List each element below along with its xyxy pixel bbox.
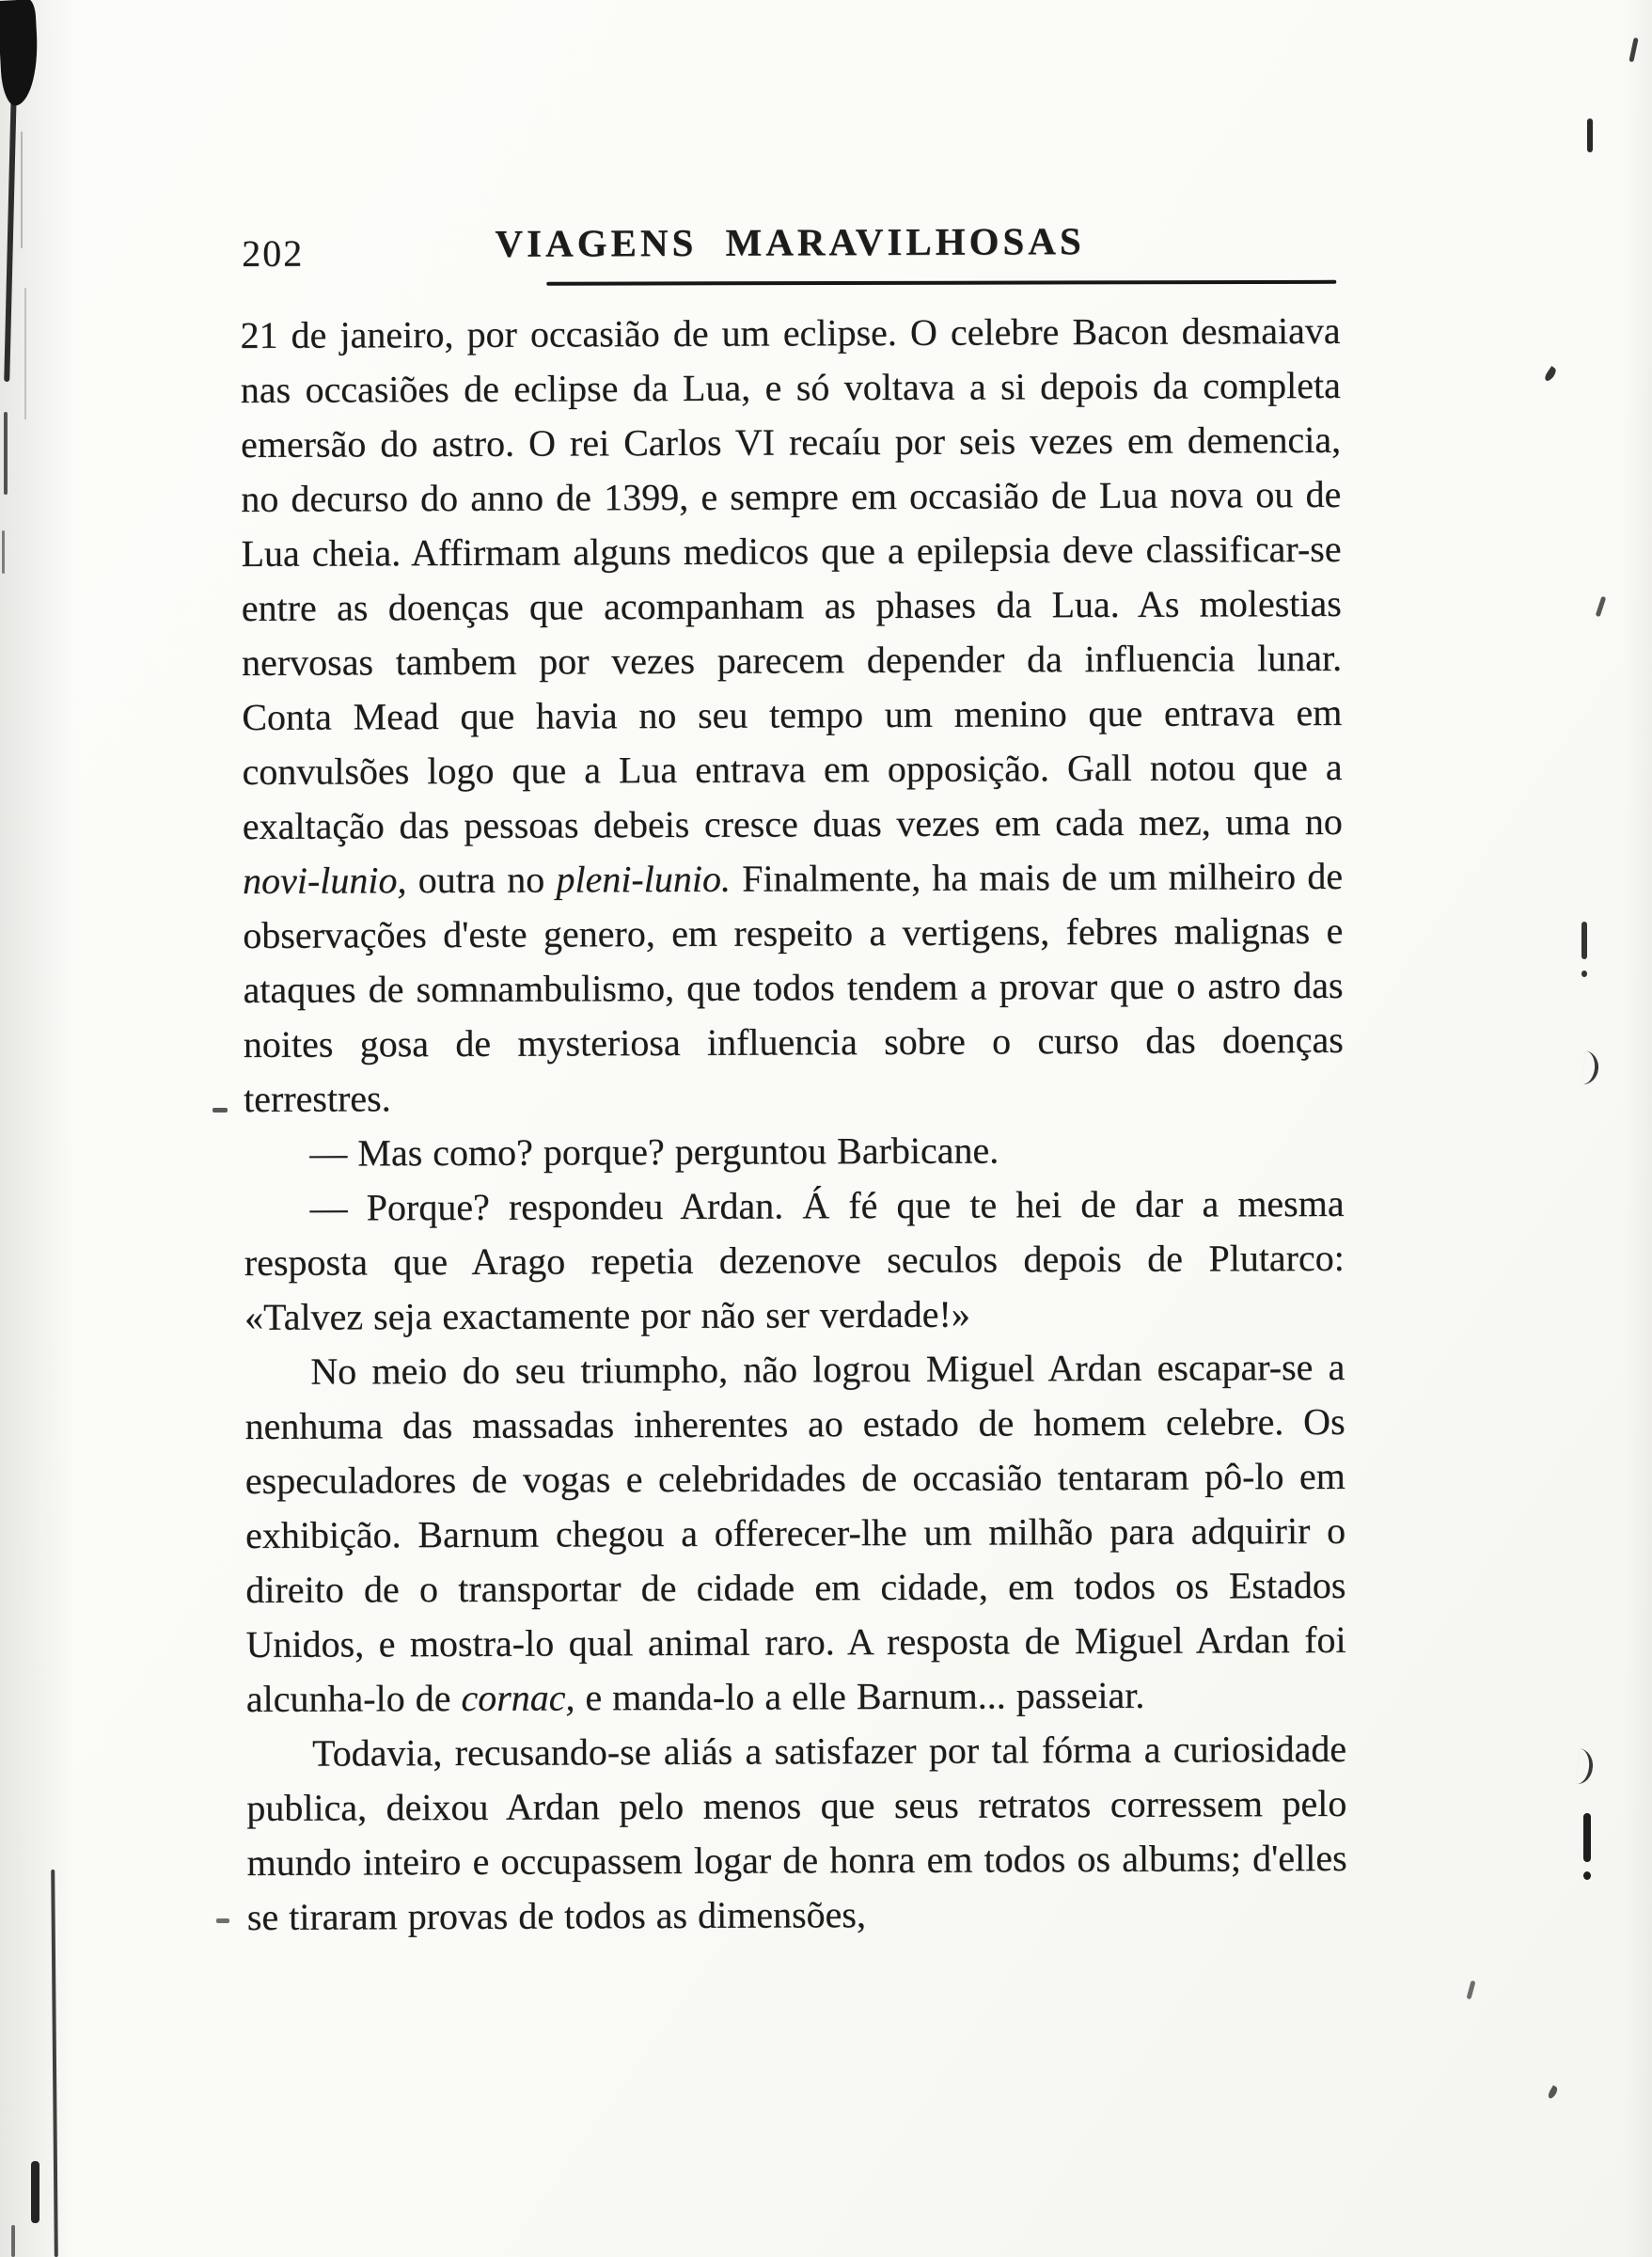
page-content (240, 217, 1347, 1945)
ink-speck (1583, 1871, 1591, 1880)
binding-mark (11, 2225, 15, 2257)
binding-shadow (0, 0, 75, 2257)
binding-mark (4, 90, 17, 382)
paragraph (244, 1340, 1346, 1727)
binding-mark (51, 1870, 58, 2257)
running-header (240, 217, 1340, 308)
ink-speck (1547, 2085, 1559, 2100)
header-rule (546, 280, 1336, 286)
ink-speck (1587, 118, 1593, 152)
text-segment: outra no (406, 858, 557, 902)
paragraph (244, 1176, 1345, 1345)
text-segment: 21 de janeiro, por occasião de um eclipse. O celebre Bacon desmaiava nas occasiões de eclipse da Lua, e só voltava a si depois da completa emersão do astro. O rei Carlos VI recaíu por seis vezes em demencia, no decurso do anno de 1399, e sempre em occasião de Lua nova ou de Lua cheia. Affirmam alguns medicos que a epilepsia deve classificar-se entre as doenças que acompanham as phases da Lua. As molestias nervosas tambem por vezes parecem depender da influencia lunar. Conta Mead que havia no seu tempo um menino que entrava em convulsões logo que a Lua entrava em opposição. Gall notou que a exaltação das pessoas debeis cresce duas vezes em cada mez, uma no (240, 308, 1343, 847)
ink-speck (1581, 1050, 1600, 1085)
binding-mark (2, 530, 5, 574)
ink-speck (1628, 38, 1638, 62)
text-segment: Finalmente, ha mais de um milheiro de observações d'este genero, em respeito a vertigens, febres malignas e ataques de somnambulismo, que todos tendem a provar que o astro das noites gosa de mysteriosa influencia sobre o curso das doenças terrestres. (243, 854, 1344, 1120)
paragraph (240, 304, 1344, 1127)
ink-speck (1543, 366, 1558, 383)
page-text (240, 304, 1347, 1945)
ink-speck (1581, 922, 1587, 959)
ink-speck (1466, 1981, 1475, 2000)
ink-speck (1576, 1748, 1595, 1785)
paragraph (246, 1722, 1347, 1945)
italic-text: pleni-lunio. (556, 857, 732, 901)
binding-mark (24, 288, 26, 419)
ink-speck (1581, 971, 1587, 977)
binding-mark (21, 132, 23, 248)
text-segment: Todavia, recusando-se aliás a satisfazer por tal fórma a curiosidade publica, deixou Ardan pelo menos que seus retratos corressem pelo mundo inteiro e occupassem logar de honra em todos os albums; d'elles se tiraram provas de todos as dimensões, (246, 1727, 1347, 1938)
ink-speck (1583, 1813, 1591, 1862)
page-number: 202 (242, 231, 305, 275)
page-edge-shade (1624, 0, 1652, 2257)
ink-speck (1596, 596, 1607, 617)
text-segment: — Porque? respondeu Ardan. Á fé que te hei de dar a mesma resposta que Arago repetia dezenove seculos depois de Plutarco: «Talvez seja exactamente por não ser verdade!» (244, 1181, 1345, 1338)
paragraph (244, 1122, 1344, 1181)
text-segment: No meio do seu triumpho, não logrou Miguel Ardan escapar-se a nenhuma das massadas inherentes ao estado de homem celebre. Os especuladores de vogas e celebridades de occasião tentaram pô-lo em exhibição. Barnum chegou a offerecer-lhe um milhão para adquirir o direito de o transportar de cidade em cidade, em todos os Estados Unidos, e mostra-lo qual animal raro. A resposta de Miguel Ardan foi alcunha-lo de (244, 1345, 1346, 1720)
margin-dash (212, 1108, 228, 1113)
running-header-title: VIAGENS MARAVILHOSAS (495, 219, 1085, 265)
margin-dash (216, 1918, 229, 1923)
binding-mark (31, 2161, 39, 2223)
binding-mark (0, 0, 40, 106)
italic-text: cornac, (461, 1676, 575, 1719)
italic-text: novi-lunio, (242, 859, 407, 902)
text-segment: e manda-lo a elle Barnum... passeiar. (574, 1673, 1145, 1719)
text-segment: — Mas como? porque? perguntou Barbicane. (309, 1128, 999, 1175)
binding-mark (4, 412, 8, 495)
